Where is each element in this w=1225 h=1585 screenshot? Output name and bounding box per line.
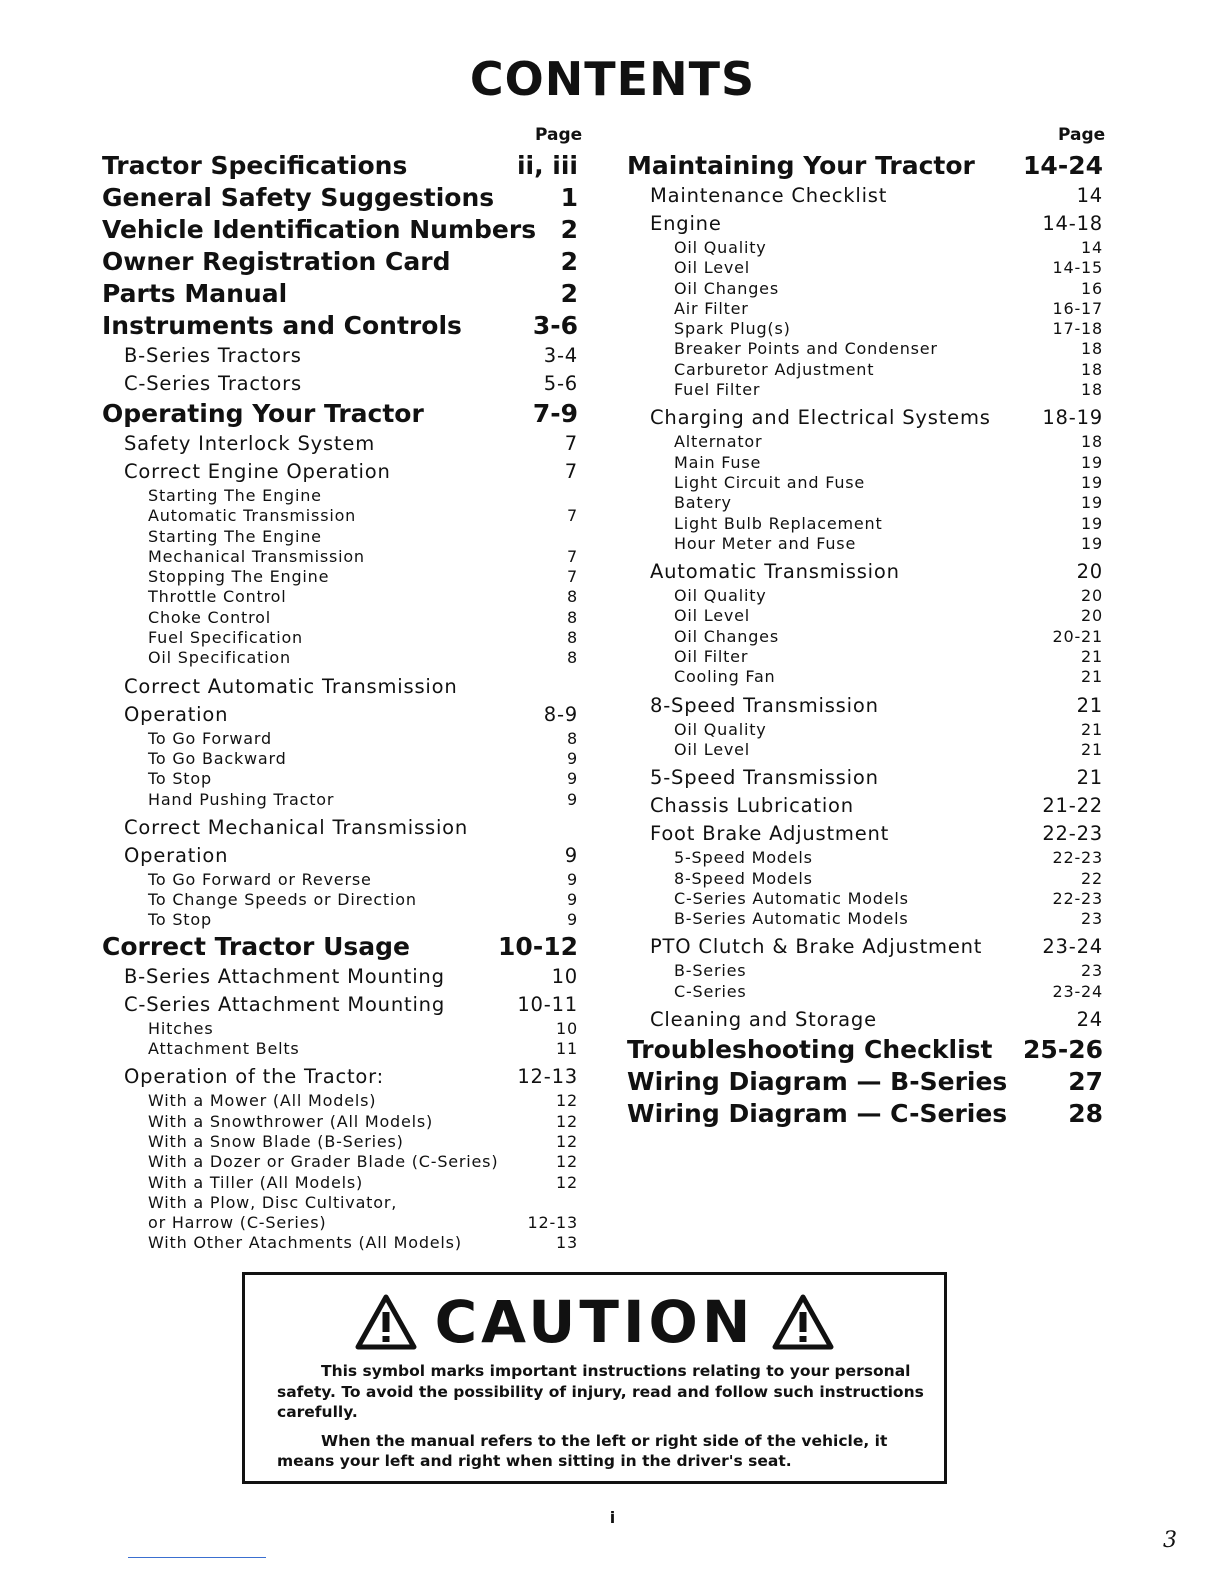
toc-entry-title: Engine (650, 212, 722, 235)
warning-triangle-icon (772, 1294, 834, 1365)
toc-entry-oil-quality (627, 720, 1103, 740)
toc-entry-stopping-the-engine (102, 567, 578, 587)
toc-entry-title: Alternator (674, 432, 763, 452)
toc-entry-page: 8 (567, 607, 578, 627)
toc-entry-oil-specification (102, 648, 578, 668)
toc-entry-to-go-backward (102, 749, 578, 769)
toc-entry-5-speed-models (627, 848, 1103, 868)
toc-entry-oil-quality (627, 238, 1103, 258)
toc-entry-page: 12 (556, 1172, 578, 1192)
toc-entry-title: 8-Speed Models (674, 868, 813, 888)
toc-entry-cooling-fan (627, 667, 1103, 687)
toc-entry-title: Charging and Electrical Systems (650, 406, 991, 430)
toc-entry-carburetor-adjustment (627, 360, 1103, 380)
toc-entry-page: 14 (1081, 238, 1103, 257)
toc-entry-parts-manual (102, 278, 578, 310)
toc-entry-b-series (627, 961, 1103, 981)
toc-entry-title: To Go Forward or Reverse (148, 869, 372, 889)
toc-entry-operation (102, 701, 578, 729)
toc-entry-title: C-Series Attachment Mounting (124, 992, 446, 1016)
toc-entry-page: 8 (567, 587, 578, 607)
toc-entry-page: 20 (1081, 586, 1103, 606)
toc-entry-attachment-belts (102, 1039, 578, 1059)
toc-entry-b-series-attachment-mounting (102, 963, 578, 991)
toc-entry-light-circuit-and-fuse (627, 473, 1103, 493)
toc-entry-wiring-diagram-c-series (627, 1098, 1103, 1130)
toc-entry-fuel-specification (102, 628, 578, 648)
toc-entry-page: 23 (1081, 909, 1103, 929)
toc-entry-page: 16-17 (1052, 298, 1103, 318)
caution-text (277, 1361, 927, 1480)
toc-entry-title: To Stop (148, 910, 212, 930)
toc-entry-page: 21 (1076, 766, 1103, 790)
toc-entry-title: Throttle Control (148, 587, 287, 607)
toc-entry-title: Wiring Diagram — C-Series (627, 1099, 1008, 1129)
toc-entry-title: Tractor Specifications (102, 151, 408, 180)
toc-entry-title: Spark Plug(s) (674, 319, 791, 339)
toc-entry-page: 19 (1081, 493, 1103, 513)
toc-entry-title: General Safety Suggestions (102, 183, 495, 212)
toc-entry-oil-changes (627, 279, 1103, 299)
toc-left-column (102, 150, 578, 1254)
toc-entry-oil-quality (627, 586, 1103, 606)
toc-entry-page: 14 (1076, 184, 1103, 207)
toc-entry-page: 7 (567, 546, 578, 566)
toc-entry-hand-pushing-tractor (102, 790, 578, 810)
toc-entry-c-series-automatic-models (627, 889, 1103, 909)
toc-entry-page: 1 (560, 183, 578, 212)
toc-entry-page: 10-11 (517, 992, 578, 1016)
toc-entry-light-bulb-replacement (627, 514, 1103, 534)
toc-entry-title: Wiring Diagram — B-Series (627, 1067, 1008, 1097)
toc-entry-vehicle-identification-numbers (102, 214, 578, 246)
toc-entry-page: 21 (1081, 739, 1103, 759)
toc-entry-5-speed-transmission (627, 764, 1103, 792)
toc-entry-with-other-atachments-all-models (102, 1233, 578, 1253)
toc-entry-page: 2 (560, 215, 578, 244)
toc-entry-c-series (627, 982, 1103, 1002)
toc-entry-page: 3-6 (532, 311, 578, 340)
toc-entry-to-go-forward (102, 729, 578, 749)
toc-entry-title: Hitches (148, 1018, 214, 1038)
toc-entry-title: B-Series Tractors (124, 344, 302, 367)
toc-entry-title: C-Series Tractors (124, 372, 302, 395)
toc-entry-correct-automatic-transmission (102, 673, 578, 701)
caution-heading: CAUTION (434, 1288, 755, 1356)
toc-entry-title: Main Fuse (674, 452, 762, 472)
toc-entry-title: Correct Mechanical Transmission (124, 815, 469, 839)
toc-entry-main-fuse (627, 453, 1103, 473)
toc-entry-title: With Other Atachments (All Models) (148, 1233, 462, 1253)
toc-entry-to-stop (102, 910, 578, 930)
toc-entry-page: 10 (551, 964, 578, 988)
toc-entry-mechanical-transmission (102, 547, 578, 567)
toc-entry-oil-level (627, 606, 1103, 626)
toc-entry-page: 18 (1081, 432, 1103, 452)
toc-entry-title: Instruments and Controls (102, 311, 462, 340)
toc-entry-page: 22-23 (1052, 888, 1103, 908)
toc-entry-page: 12 (556, 1111, 578, 1131)
toc-entry-title: Correct Engine Operation (124, 460, 391, 483)
toc-entry-page: 8 (567, 628, 578, 648)
toc-entry-title: Vehicle Identification Numbers (102, 215, 537, 244)
toc-entry-title: Breaker Points and Condenser (674, 339, 938, 359)
toc-entry-page: 18 (1081, 380, 1103, 400)
toc-entry-wiring-diagram-b-series (627, 1066, 1103, 1098)
toc-entry-page: 3-4 (543, 344, 578, 367)
toc-entry-to-stop (102, 769, 578, 789)
toc-entry-page: 20 (1076, 560, 1103, 584)
toc-entry-page: 11 (556, 1039, 578, 1059)
toc-entry-page: 19 (1081, 533, 1103, 553)
toc-entry-page: 19 (1081, 513, 1103, 533)
toc-entry-page: 18-19 (1042, 406, 1103, 430)
toc-entry-page: 9 (567, 748, 578, 768)
toc-entry-correct-engine-operation (102, 458, 578, 486)
toc-entry-title: Oil Quality (674, 719, 767, 739)
toc-entry-title: Operation (124, 843, 229, 867)
toc-entry-oil-level (627, 258, 1103, 278)
caution-paragraph-safety: This symbol marks important instructions relating to your personal safety. To avoid the possibility of injury, read and follow such instructions carefully. (277, 1362, 924, 1421)
toc-entry-title: B-Series Automatic Models (674, 909, 909, 929)
toc-entry-cleaning-and-storage (627, 1006, 1103, 1034)
toc-entry-page: 21 (1081, 667, 1103, 687)
toc-entry-title: To Go Backward (148, 748, 287, 768)
toc-entry-spark-plug-s (627, 319, 1103, 339)
toc-entry-title: Light Circuit and Fuse (674, 472, 866, 492)
toc-entry-maintaining-your-tractor (627, 150, 1103, 182)
toc-entry-page: 10 (556, 1018, 578, 1038)
toc-entry-page: 7 (564, 460, 578, 483)
caution-paragraph-sides: When the manual refers to the left or right side of the vehicle, it means your left and right when sitting in the driver's seat. (277, 1431, 888, 1470)
toc-entry-title: Air Filter (674, 298, 749, 318)
toc-entry-title: Attachment Belts (148, 1039, 300, 1059)
toc-entry-page: 16 (1081, 278, 1103, 298)
toc-entry-hour-meter-and-fuse (627, 534, 1103, 554)
toc-entry-title: Batery (674, 493, 732, 513)
toc-entry-b-series-tractors (102, 342, 578, 370)
caution-box (242, 1272, 947, 1484)
toc-entry-page: 12 (556, 1131, 578, 1151)
toc-entry-page: 21 (1081, 647, 1103, 667)
toc-entry-title: Light Bulb Replacement (674, 513, 883, 533)
toc-entry-with-a-plow-disc-cultivator (102, 1193, 578, 1213)
toc-entry-batery (627, 493, 1103, 513)
toc-entry-to-change-speeds-or-direction (102, 890, 578, 910)
toc-entry-page: 25-26 (1023, 1035, 1103, 1065)
toc-entry-charging-and-electrical-systems (627, 404, 1103, 432)
toc-entry-page: 20-21 (1052, 626, 1103, 646)
toc-entry-page: 8-9 (543, 702, 578, 726)
page-column-label-left: Page (535, 125, 583, 145)
toc-entry-air-filter (627, 299, 1103, 319)
toc-entry-maintenance-checklist (627, 182, 1103, 210)
toc-entry-correct-tractor-usage (102, 931, 578, 963)
toc-entry-title: Automatic Transmission (650, 560, 900, 584)
toc-entry-page: 21-22 (1042, 794, 1103, 818)
toc-entry-title: Correct Tractor Usage (102, 931, 410, 961)
toc-entry-page: 23 (1081, 961, 1103, 981)
toc-entry-title: With a Snow Blade (B-Series) (148, 1131, 404, 1151)
toc-entry-page: 18 (1081, 359, 1103, 379)
toc-entry-title: or Harrow (C-Series) (148, 1213, 327, 1233)
toc-entry-page: 28 (1068, 1099, 1103, 1129)
toc-entry-operation-of-the-tractor (102, 1063, 578, 1091)
toc-entry-title: To Go Forward (148, 728, 272, 748)
toc-entry-c-series-tractors (102, 370, 578, 398)
toc-entry-troubleshooting-checklist (627, 1034, 1103, 1066)
toc-entry-oil-filter (627, 647, 1103, 667)
toc-entry-page: 14-24 (1023, 151, 1103, 180)
toc-entry-choke-control (102, 608, 578, 628)
toc-entry-page: 7 (567, 506, 578, 526)
toc-entry-page: 19 (1081, 452, 1103, 472)
toc-entry-page: 27 (1068, 1067, 1103, 1097)
toc-entry-breaker-points-and-condenser (627, 339, 1103, 359)
toc-entry-title: Stopping The Engine (148, 567, 330, 587)
toc-entry-page: 8 (567, 728, 578, 748)
toc-entry-page: 19 (1081, 472, 1103, 492)
toc-entry-title: With a Plow, Disc Cultivator, (148, 1192, 398, 1212)
toc-entry-page: 9 (567, 869, 578, 889)
toc-entry-page: 12-13 (527, 1213, 578, 1233)
toc-entry-title: Operation (124, 702, 229, 726)
toc-entry-page: 21 (1081, 719, 1103, 739)
page-title: CONTENTS (469, 52, 756, 106)
toc-entry-title: Safety Interlock System (124, 432, 376, 455)
toc-right-column (627, 150, 1103, 1130)
toc-entry-with-a-tiller-all-models (102, 1173, 578, 1193)
toc-entry-automatic-transmission (102, 506, 578, 526)
toc-entry-8-speed-transmission (627, 692, 1103, 720)
toc-entry-title: To Change Speeds or Direction (148, 890, 417, 910)
toc-entry-page: 21 (1076, 693, 1103, 717)
toc-entry-page: 8 (567, 648, 578, 668)
toc-entry-page: 9 (564, 843, 578, 867)
toc-entry-fuel-filter (627, 380, 1103, 400)
toc-entry-page: 23-24 (1052, 981, 1103, 1001)
toc-entry-title: To Stop (148, 769, 212, 789)
toc-entry-with-a-mower-all-models (102, 1091, 578, 1111)
toc-entry-hitches (102, 1019, 578, 1039)
toc-entry-title: Oil Specification (148, 648, 291, 668)
toc-entry-foot-brake-adjustment (627, 820, 1103, 848)
toc-entry-automatic-transmission (627, 558, 1103, 586)
toc-entry-title: B-Series Attachment Mounting (124, 964, 445, 988)
toc-entry-page: 23-24 (1042, 935, 1103, 959)
toc-entry-title: PTO Clutch & Brake Adjustment (650, 935, 983, 959)
toc-entry-b-series-automatic-models (627, 909, 1103, 929)
toc-entry-title: Starting The Engine (148, 526, 322, 546)
toc-entry-title: Maintenance Checklist (650, 184, 888, 207)
toc-entry-oil-changes (627, 627, 1103, 647)
toc-entry-title: C-Series (674, 981, 747, 1001)
toc-entry-title: With a Tiller (All Models) (148, 1172, 364, 1192)
toc-entry-with-a-dozer-or-grader-blade-c-series (102, 1152, 578, 1172)
toc-entry-page: 2 (560, 247, 578, 276)
toc-entry-title: 5-Speed Models (674, 848, 813, 868)
toc-entry-title: Oil Level (674, 739, 751, 759)
toc-entry-page: 7 (567, 567, 578, 587)
toc-entry-title: Oil Changes (674, 278, 779, 298)
toc-entry-with-a-snowthrower-all-models (102, 1112, 578, 1132)
toc-entry-correct-mechanical-transmission (102, 814, 578, 842)
toc-entry-tractor-specifications (102, 150, 578, 182)
toc-entry-title: Carburetor Adjustment (674, 359, 875, 379)
link-underline-mark (128, 1557, 266, 1558)
toc-entry-page: 17-18 (1052, 319, 1103, 339)
toc-entry-page: 9 (567, 769, 578, 789)
toc-entry-title: Oil Level (674, 606, 751, 626)
toc-entry-title: With a Mower (All Models) (148, 1091, 377, 1111)
toc-entry-page: 13 (556, 1233, 578, 1253)
toc-entry-title: Owner Registration Card (102, 247, 451, 276)
toc-entry-page: 14-15 (1052, 258, 1103, 278)
toc-entry-title: Operating Your Tractor (102, 399, 424, 428)
toc-entry-title: Oil Changes (674, 626, 779, 646)
toc-entry-title: Hour Meter and Fuse (674, 533, 857, 553)
toc-entry-title: Oil Level (674, 258, 751, 278)
toc-entry-page: 12-13 (517, 1065, 578, 1089)
toc-entry-starting-the-engine (102, 486, 578, 506)
toc-entry-title: Automatic Transmission (148, 506, 357, 526)
handwritten-corner-mark: 3 (1163, 1528, 1177, 1553)
toc-entry-title: Oil Filter (674, 647, 749, 667)
toc-entry-engine (627, 210, 1103, 238)
toc-entry-page: 18 (1081, 339, 1103, 359)
toc-entry-page: 12 (556, 1091, 578, 1111)
toc-entry-throttle-control (102, 587, 578, 607)
toc-entry-title: Correct Automatic Transmission (124, 674, 458, 698)
toc-entry-title: With a Snowthrower (All Models) (148, 1111, 434, 1131)
toc-entry-owner-registration-card (102, 246, 578, 278)
toc-entry-title: Maintaining Your Tractor (627, 151, 975, 180)
toc-entry-starting-the-engine (102, 527, 578, 547)
toc-entry-page: 9 (567, 890, 578, 910)
toc-entry-title: Foot Brake Adjustment (650, 822, 890, 846)
toc-entry-page: 5-6 (543, 372, 578, 395)
toc-entry-title: Hand Pushing Tractor (148, 789, 335, 809)
toc-entry-alternator (627, 432, 1103, 452)
toc-entry-pto-clutch-brake-adjustment (627, 933, 1103, 961)
caution-heading-row (245, 1287, 944, 1365)
toc-entry-page: 7-9 (532, 399, 578, 428)
toc-entry-title: Fuel Specification (148, 628, 303, 648)
toc-entry-page: ii, iii (516, 151, 578, 180)
toc-entry-page: 12 (556, 1152, 578, 1172)
toc-entry-chassis-lubrication (627, 792, 1103, 820)
toc-entry-oil-level (627, 740, 1103, 760)
page-column-label-right: Page (1058, 125, 1106, 145)
toc-entry-page: 24 (1076, 1008, 1103, 1032)
toc-entry-page: 22 (1081, 868, 1103, 888)
toc-entry-title: Oil Quality (674, 586, 767, 606)
toc-entry-instruments-and-controls (102, 310, 578, 342)
toc-entry-page: 20 (1081, 606, 1103, 626)
toc-entry-title: Starting The Engine (148, 486, 322, 505)
toc-entry-title: Mechanical Transmission (148, 546, 365, 566)
toc-entry-title: 8-Speed Transmission (650, 693, 879, 717)
toc-entry-title: Cleaning and Storage (650, 1008, 877, 1032)
toc-entry-title: Fuel Filter (674, 380, 761, 400)
toc-entry-title: Troubleshooting Checklist (627, 1035, 993, 1065)
toc-entry-c-series-attachment-mounting (102, 991, 578, 1019)
toc-entry-page: 14-18 (1042, 212, 1103, 235)
toc-entry-title: 5-Speed Transmission (650, 766, 879, 790)
toc-entry-page: 10-12 (498, 931, 578, 961)
warning-triangle-icon (355, 1294, 417, 1365)
toc-entry-title: With a Dozer or Grader Blade (C-Series) (148, 1152, 499, 1172)
toc-entry-page: 7 (564, 432, 578, 455)
toc-entry-page: 22-23 (1052, 848, 1103, 868)
page-number: i (609, 1508, 616, 1527)
toc-entry-page: 2 (560, 279, 578, 308)
toc-entry-title: Cooling Fan (674, 667, 776, 687)
toc-entry-page: 9 (567, 789, 578, 809)
toc-entry-8-speed-models (627, 869, 1103, 889)
toc-entry-title: Choke Control (148, 607, 271, 627)
toc-entry-or-harrow-c-series (102, 1213, 578, 1233)
toc-entry-title: C-Series Automatic Models (674, 888, 909, 908)
toc-entry-operation (102, 842, 578, 870)
toc-entry-title: Operation of the Tractor: (124, 1065, 384, 1089)
toc-entry-with-a-snow-blade-b-series (102, 1132, 578, 1152)
toc-entry-operating-your-tractor (102, 398, 578, 430)
toc-entry-title: Chassis Lubrication (650, 794, 854, 818)
toc-entry-title: B-Series (674, 961, 747, 981)
toc-entry-title: Oil Quality (674, 238, 767, 257)
toc-entry-page: 9 (567, 910, 578, 930)
toc-entry-title: Parts Manual (102, 279, 288, 308)
toc-entry-page: 22-23 (1042, 822, 1103, 846)
toc-entry-to-go-forward-or-reverse (102, 870, 578, 890)
toc-entry-safety-interlock-system (102, 430, 578, 458)
toc-entry-general-safety-suggestions (102, 182, 578, 214)
